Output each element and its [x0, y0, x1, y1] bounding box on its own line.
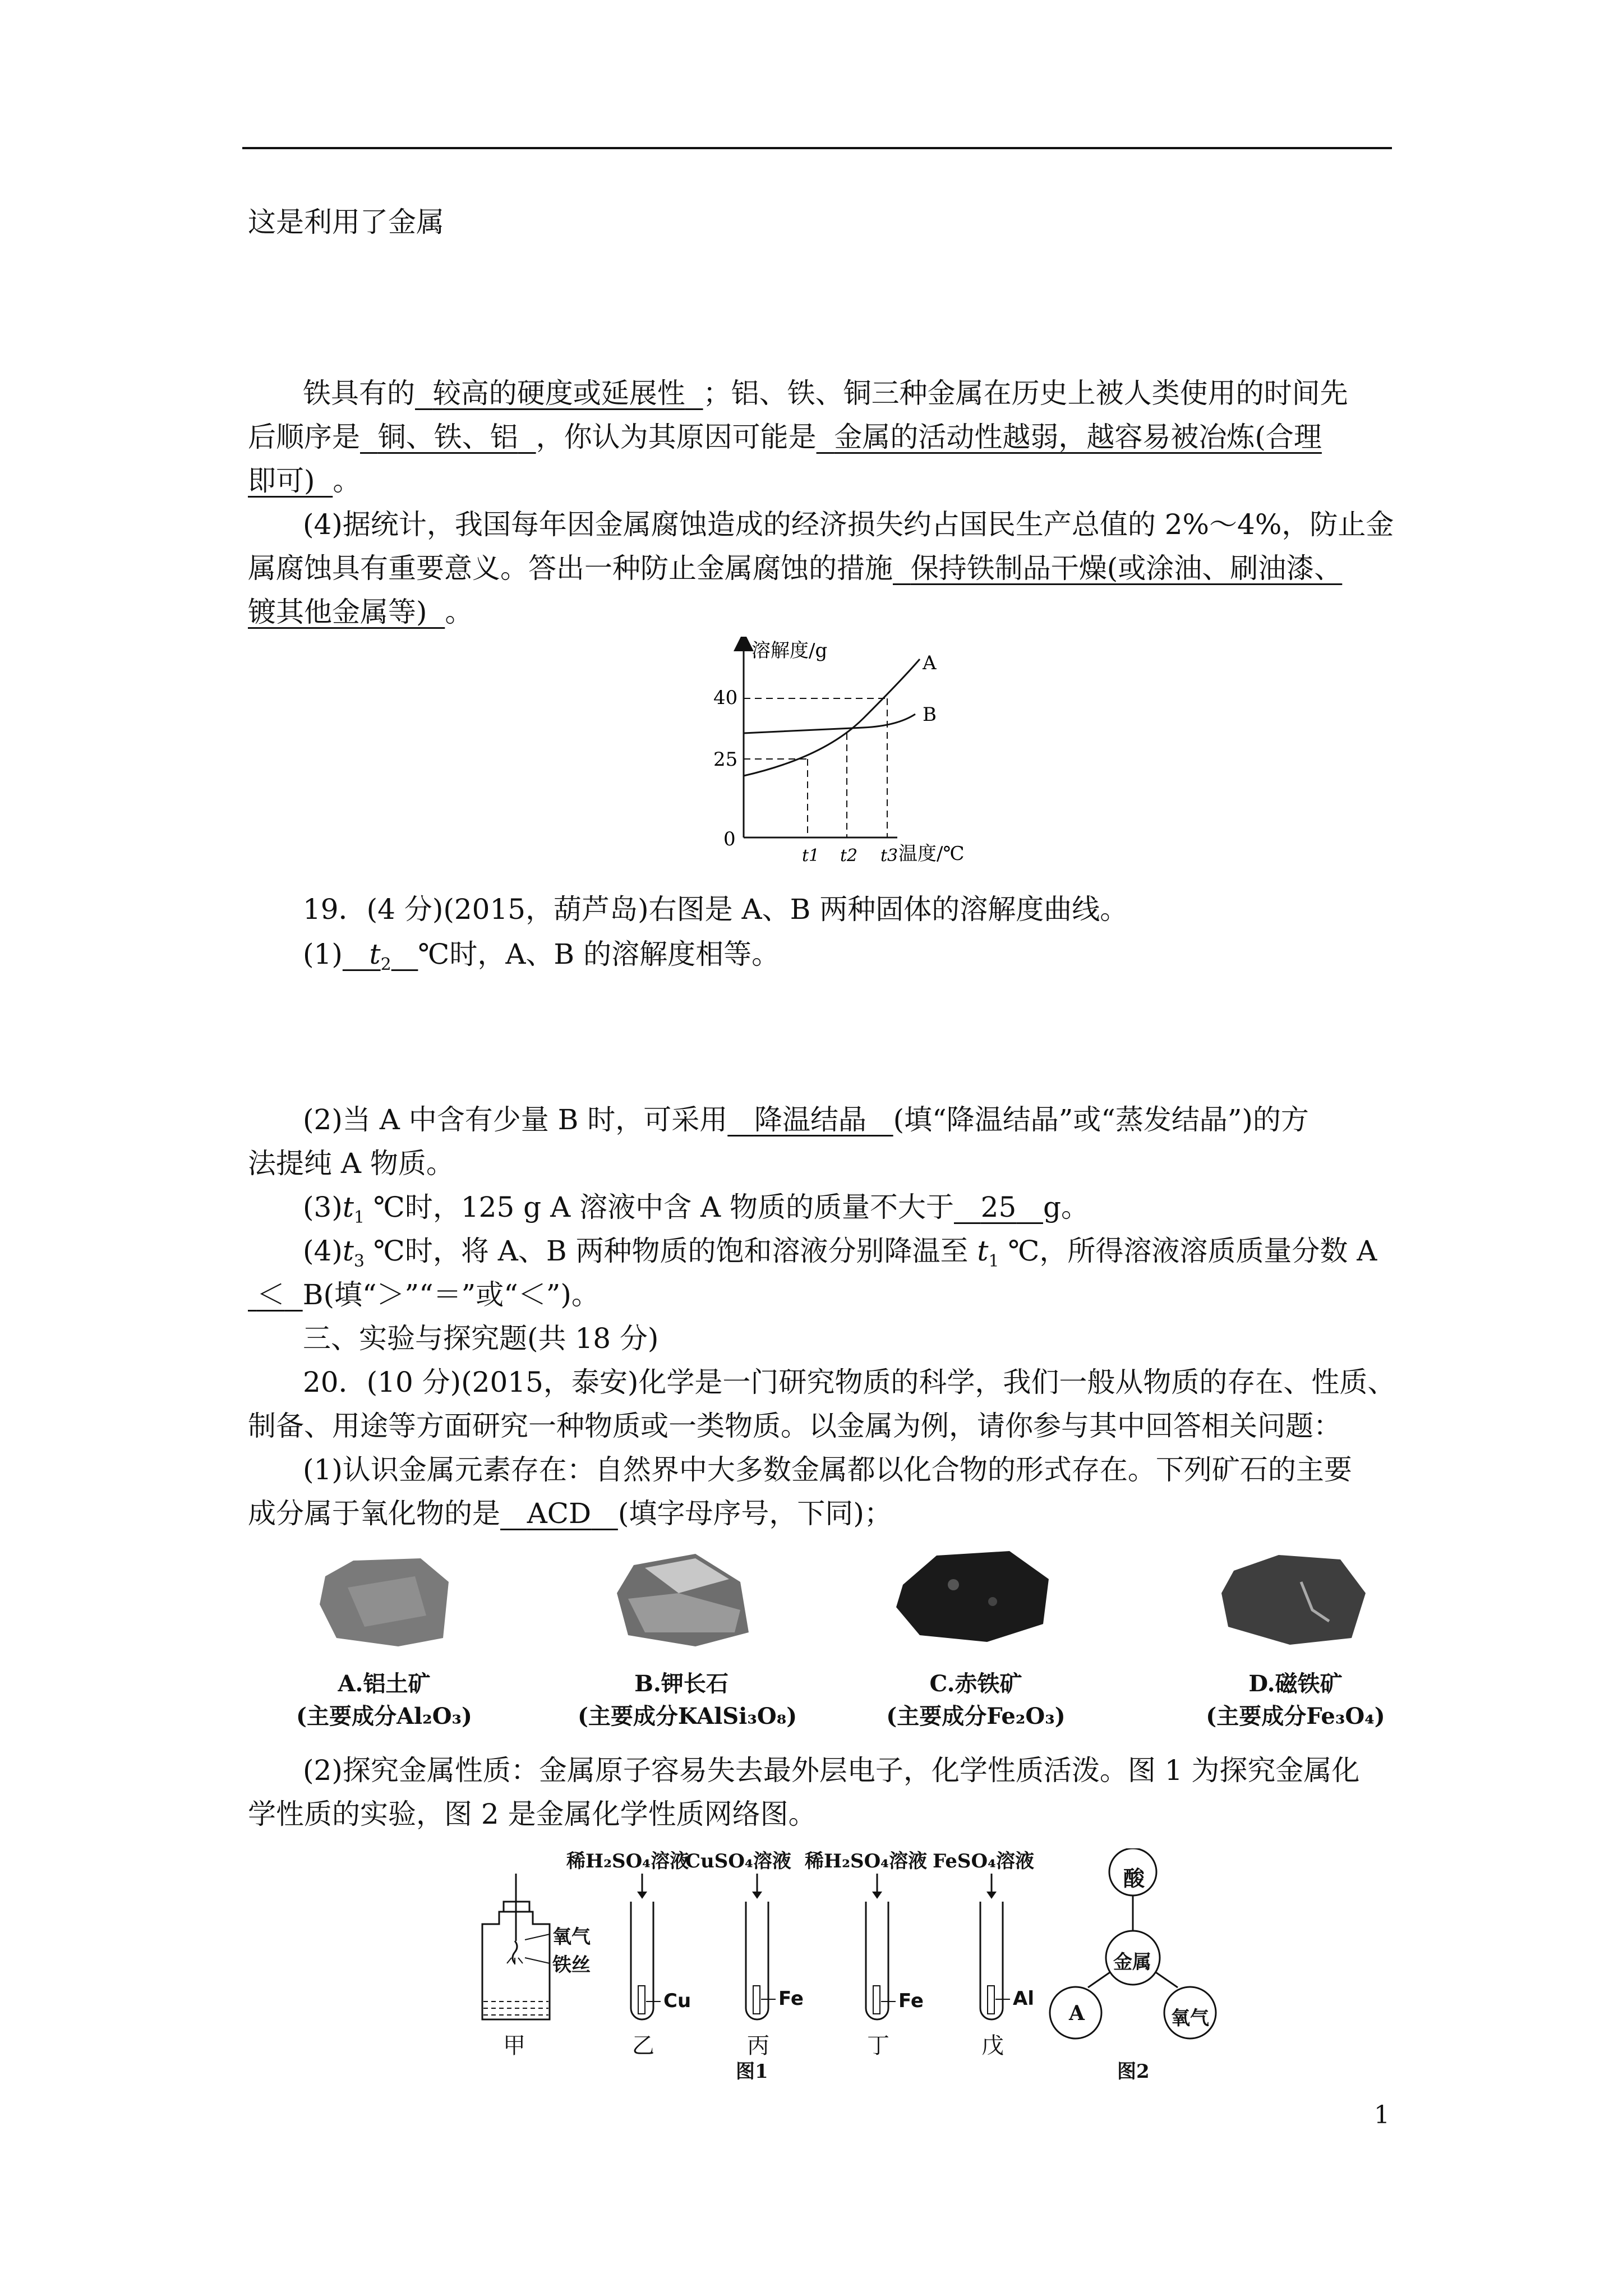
q20-line2: 制备、用途等方面研究一种物质或一类物质。以金属为例，请你参与其中回答相关问题：: [248, 1410, 1341, 1442]
q18-line1: 铁具有的 较高的硬度或延展性 ；铝、铁、铜三种金属在历史上被人类使用的时间先: [303, 377, 1348, 409]
caption-jia: 甲: [503, 2033, 525, 2059]
answer-blank: 25: [980, 1191, 1017, 1223]
answer-blank: ＜: [256, 1278, 285, 1311]
caption-ding: 丁: [867, 2033, 889, 2059]
metal-fe-2: Fe: [898, 1990, 924, 2012]
caption-wu: 戊: [981, 2033, 1004, 2059]
q18-line2: 后顺序是 铜、铁、铝 ，你认为其原因可能是 金属的活动性越弱，越容易被冶炼(合理: [248, 421, 1322, 453]
ore-d-image: [1217, 1548, 1368, 1649]
node-oxygen-label: 氧气: [1171, 2007, 1209, 2030]
reagent-4: FeSO₄溶液: [933, 1850, 1034, 1872]
reagent-3: 稀H₂SO₄溶液: [805, 1850, 928, 1872]
q19-p2-line1: (2)当 A 中含有少量 B 时，可采用 降温结晶 (填“降温结晶”或“蒸发结晶”)的方: [303, 1103, 1309, 1136]
q18-line3: 即可) 。: [248, 464, 361, 497]
reagent-2: CuSO₄溶液: [685, 1850, 791, 1872]
answer-blank: 较高的硬度或延展性: [432, 377, 685, 409]
ore-c-image: [892, 1545, 1054, 1646]
test-tube-wu: [980, 1874, 1010, 2019]
test-tube-ding: [866, 1874, 896, 2019]
answer-blank: 保持铁制品干燥(或涂油、刷油漆、: [910, 552, 1343, 585]
q18-p4-line2: 属腐蚀具有重要意义。答出一种防止金属腐蚀的措施 保持铁制品干燥(或涂油、刷油漆、: [248, 552, 1343, 585]
caption-bing: 丙: [747, 2033, 769, 2059]
figure-2-title: 图2: [1117, 2060, 1150, 2083]
q19-stem: 19．(4 分)(2015，葫芦岛)右图是 A、B 两种固体的溶解度曲线。: [303, 893, 1128, 926]
ore-d-composition: (主要成分Fe₃O₄): [1206, 1703, 1385, 1729]
node-acid-label: 酸: [1123, 1866, 1145, 1891]
ore-c-name: C.赤铁矿: [929, 1671, 1022, 1697]
y-tick-40: 40: [713, 687, 738, 709]
ore-a-image: [314, 1554, 454, 1649]
reagent-1: 稀H₂SO₄溶液: [566, 1850, 689, 1872]
x-axis-label: 温度/℃: [898, 843, 965, 865]
test-tube-bing: [746, 1874, 776, 2019]
q20-line6: 学性质的实验，图 2 是金属化学性质网络图。: [248, 1798, 817, 1830]
ore-b-name: B.钾长石: [634, 1671, 728, 1697]
q20-line3: (1)认识金属元素存在：自然界中大多数金属都以化合物的形式存在。下列矿石的主要: [303, 1453, 1352, 1486]
metal-fe-1: Fe: [778, 1987, 804, 2010]
metal-al: Al: [1013, 1987, 1034, 2010]
jar-label-iron-wire: 铁丝: [552, 1954, 591, 1976]
ore-d-name: D.磁铁矿: [1248, 1671, 1343, 1697]
y-tick-0: 0: [723, 828, 736, 850]
ore-a-composition: (主要成分Al₂O₃): [296, 1703, 472, 1729]
x-tick-t1: t1: [802, 846, 820, 866]
answer-blank: $t_2$: [369, 938, 391, 974]
curve-b: [744, 714, 915, 733]
q19-p3: $(3)t_1$ ℃时，125 g A 溶液中含 A 物质的质量不大于 25 g。: [303, 1191, 1089, 1227]
q19-p4-line1: $(4)t_3$ ℃时，将 A、B 两种物质的饱和溶液分别降温至 $t_1$ ℃，所得溶液溶质质量分数 A: [303, 1235, 1377, 1271]
curve-a: [744, 659, 920, 776]
ore-a-name: A.铝土矿: [338, 1671, 431, 1697]
q19-p1: (1) $t_2$ ℃时，A、B 的溶解度相等。: [303, 938, 780, 974]
page-number: 1: [1374, 2101, 1390, 2129]
header-fragment: 这是利用了金属: [248, 206, 444, 238]
header-rule: [242, 147, 1392, 149]
q19-p2-line2: 法提纯 A 物质。: [248, 1147, 454, 1180]
answer-blank: 镀其他金属等): [248, 596, 427, 628]
node-a-label: A: [1069, 2001, 1085, 2025]
answer-blank: ACD: [527, 1497, 592, 1530]
q19-p4-line2: ＜ B(填“＞”“＝”或“＜”)。: [248, 1274, 600, 1315]
x-tick-t3: t3: [880, 846, 898, 866]
y-axis-label: 溶解度/g: [751, 639, 828, 662]
ore-b-image: [611, 1548, 751, 1649]
solubility-chart: [695, 637, 987, 872]
q20-line4: 成分属于氧化物的是 ACD (填字母序号，下同)；: [248, 1497, 892, 1530]
ore-c-composition: (主要成分Fe₂O₃): [886, 1703, 1066, 1729]
series-a-label: A: [923, 652, 937, 674]
jar-label-oxygen: 氧气: [552, 1926, 591, 1948]
y-tick-25: 25: [713, 748, 738, 771]
series-b-label: B: [923, 703, 937, 726]
q20-line5: (2)探究金属性质：金属原子容易失去最外层电子，化学性质活泼。图 1 为探究金属化: [303, 1754, 1360, 1787]
figure-1-title: 图1: [736, 2060, 768, 2083]
answer-blank: 即可): [248, 464, 315, 497]
q18-p4-line3: 镀其他金属等) 。: [248, 596, 473, 628]
answer-blank: 降温结晶: [754, 1103, 866, 1136]
q18-p4-line1: (4)据统计，我国每年因金属腐蚀造成的经济损失约占国民生产总值的 2%～4%，防止金: [303, 508, 1394, 541]
caption-yi: 乙: [632, 2033, 654, 2059]
answer-blank: 铜、铁、铝: [377, 421, 518, 453]
section-3-heading: 三、实验与探究题(共 18 分): [303, 1322, 659, 1355]
node-metal-label: 金属: [1113, 1951, 1151, 1973]
gas-jar: [482, 1874, 550, 2019]
q20-line1: 20．(10 分)(2015，泰安)化学是一门研究物质的科学，我们一般从物质的存在、性质、: [303, 1366, 1396, 1398]
metal-cu: Cu: [663, 1990, 691, 2012]
test-tube-yi: [631, 1874, 661, 2019]
x-tick-t2: t2: [840, 846, 858, 866]
answer-blank: 金属的活动性越弱，越容易被冶炼(合理: [834, 421, 1322, 453]
ore-b-composition: (主要成分KAlSi₃O₈): [578, 1703, 797, 1729]
